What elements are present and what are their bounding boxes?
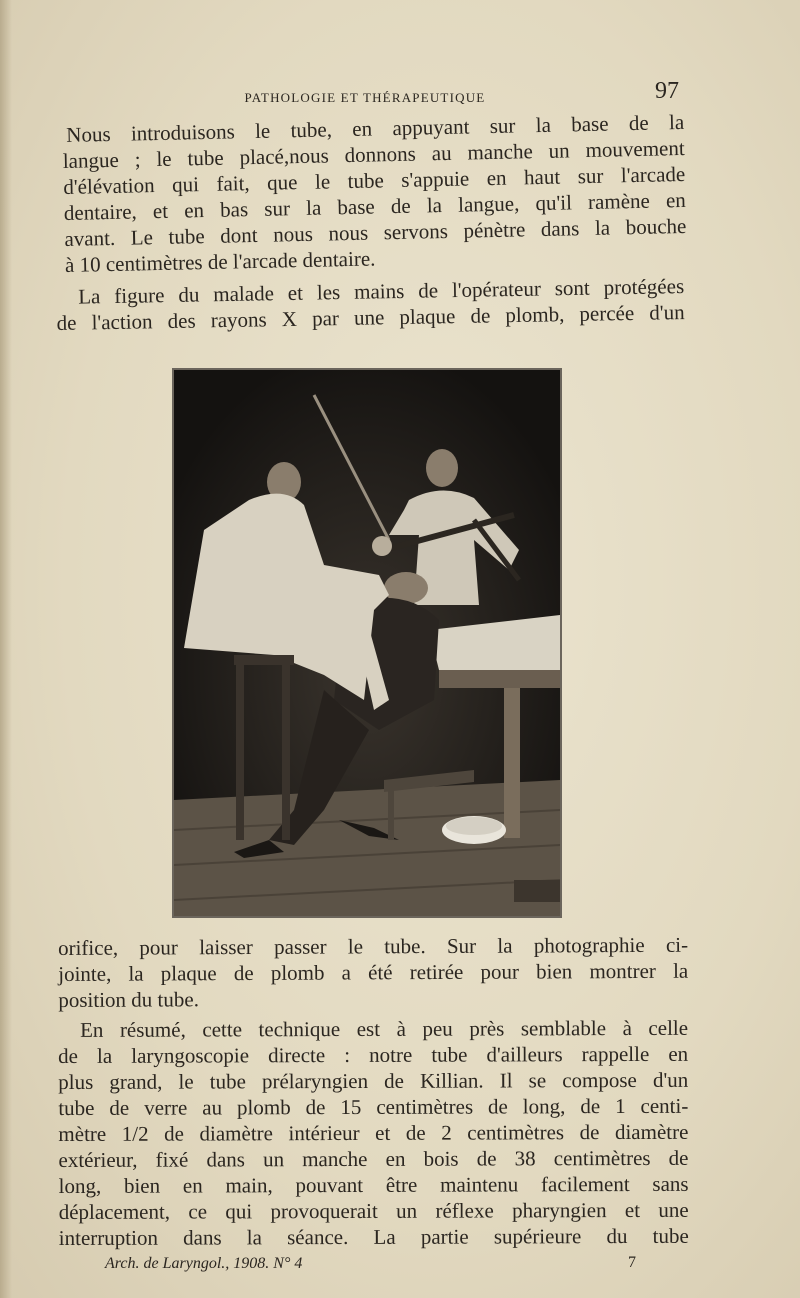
text-line: de l'action des rayons X par une plaque de plomb, percée d'un: [56, 300, 685, 335]
running-title: PATHOLOGIE ET THÉRAPEUTIQUE: [244, 90, 486, 105]
binding-shadow: [0, 0, 12, 1298]
photograph-figure: [172, 368, 562, 918]
text-line: d'élévation qui fait, que le tube s'appuie en haut sur l'arcade: [63, 161, 686, 199]
text-line: interruption dans la séance. La partie supérieure du tube: [58, 1223, 689, 1250]
text-line: déplacement, ce qui provoquerait un réflexe pharyngien et une: [58, 1197, 689, 1224]
signature-mark: 7: [628, 1254, 636, 1271]
text-line: à 10 centimètres de l'arcade dentaire.: [64, 246, 376, 277]
text-line: dentaire, et en bas sur la base de la langue, qu'il ramène en: [63, 187, 687, 225]
footer-citation: Arch. de Laryngol., 1908. N° 4: [105, 1255, 303, 1272]
text-line: jointe, la plaque de plomb a été retirée pour bien montrer la: [58, 958, 689, 986]
text-line: orifice, pour laisser passer le tube. Sur la photographie ci-: [58, 932, 689, 960]
paragraph-1: [62, 109, 687, 278]
text-line: position du tube.: [58, 987, 199, 1012]
text-line: tube de verre au plomb de 15 centimètres de long, de 1 centi-: [58, 1093, 689, 1120]
text-line: long, bien en main, pouvant être maintenu facilement sans: [58, 1171, 689, 1198]
text-line: Nous introduisons le tube, en appuyant sur la base de la: [66, 109, 685, 147]
text-line: En résumé, cette technique est à peu près semblable à celle: [80, 1015, 689, 1042]
paragraph-3: [58, 932, 688, 1013]
text-line: de la laryngoscopie directe : notre tube d'ailleurs rappelle en: [58, 1041, 689, 1068]
text-line: langue ; le tube placé,nous donnons au manche un mouvement: [62, 135, 685, 173]
text-line: mètre 1/2 de diamètre intérieur et de 2 centimètres de diamètre: [58, 1119, 689, 1146]
text-line: plus grand, le tube prélaryngien de Killian. Il se compose d'un: [58, 1067, 689, 1094]
paragraph-4: [58, 1015, 689, 1251]
text-line: La figure du malade et les mains de l'opérateur sont protégées: [78, 274, 685, 309]
text-line: avant. Le tube dont nous nous servons pénètre dans la bouche: [64, 213, 687, 251]
photograph-drawing: [174, 370, 560, 916]
paragraph-2: [56, 273, 685, 336]
text-line: extérieur, fixé dans un manche en bois de 38 centimètres de: [58, 1145, 689, 1172]
page-number: 97: [655, 78, 679, 104]
